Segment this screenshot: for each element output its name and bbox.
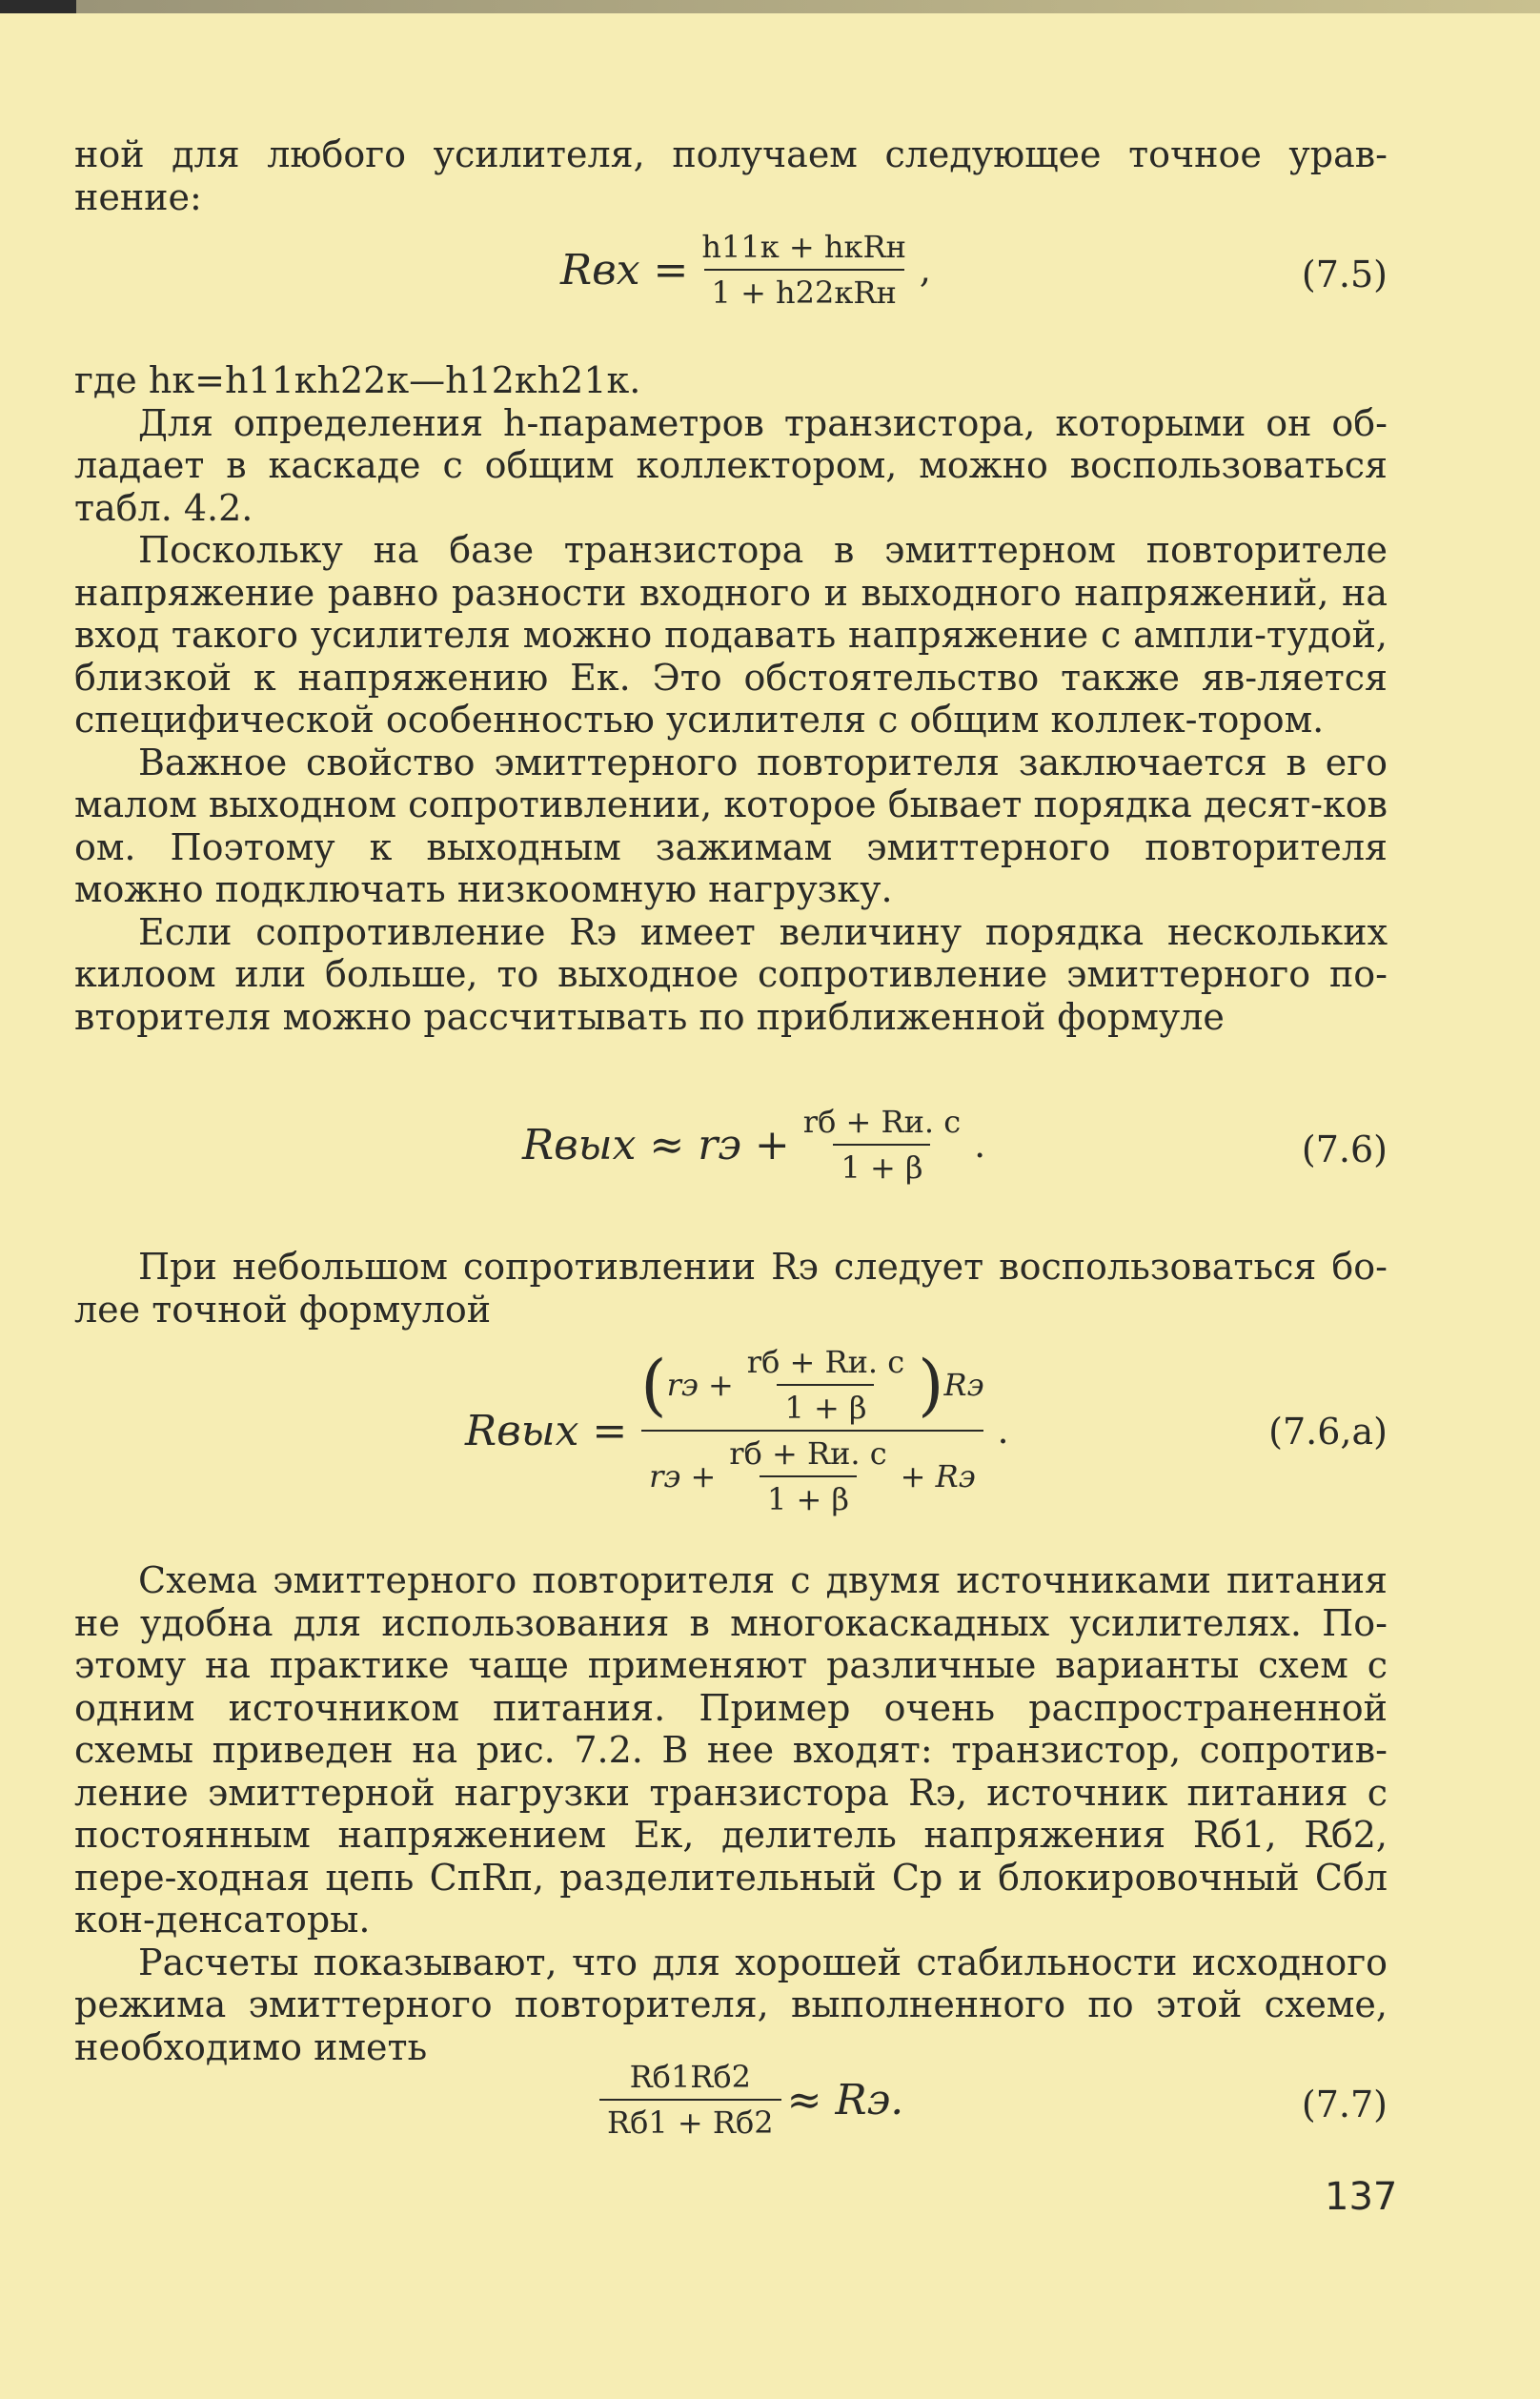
eq76-fraction [796, 1104, 968, 1186]
left-paren: ( [640, 1346, 667, 1424]
equation-7-5 [74, 229, 1388, 324]
paragraph-2: Для определения h-параметров транзистора, которыми он об-ладает в каскаде с общим коллектором, можно воспользоваться табл. 4.2. [74, 401, 1388, 529]
eq76a-top-den: 1 + β [777, 1384, 874, 1426]
eq76-tail: . [974, 1124, 986, 1166]
eq77-numerator: Rб1Rб2 [629, 2059, 752, 2095]
page-number: 137 [1325, 2175, 1398, 2219]
eq76a-label: (7.6,а) [1268, 1411, 1388, 1453]
equation-7-6a [74, 1344, 1388, 1535]
paragraph-7: Схема эмиттерного повторителя с двумя источниками питания не удобна для использования в многокаскадных усилителях. По-этому на практике чаще применяют различные варианты схем с одним источником питания. Пример очень распространенной схемы приведен на рис. 7.2. В нее входят: транзистор, сопротив-ление эмиттерной нагрузки транзистора Rэ, источник питания с постоянным напряжением Eк, делитель напряжения Rб1, Rб2, пере-ходная цепь CпRп, разделительный Cр и блокировочный Cбл кон-денсаторы. [74, 1559, 1388, 1941]
eq76a-top-fraction [740, 1344, 912, 1426]
eq76a-main-denominator [641, 1430, 983, 1517]
scan-top-edge [0, 0, 1540, 13]
eq75-lhs: Rвх = [560, 245, 689, 295]
eq76a-bot-post: + Rэ [900, 1458, 976, 1494]
eq76-numerator: rб + Rи. с [802, 1104, 962, 1140]
eq76a-lhs: Rвых = [465, 1406, 628, 1455]
eq76a-main-fraction [633, 1344, 991, 1517]
right-paren: ) [918, 1346, 944, 1424]
eq75-tail: , [919, 249, 932, 291]
eq76a-tail: . [997, 1410, 1009, 1452]
paragraph-intro [74, 133, 1388, 218]
eq76a-bot-num: rб + Rи. с [729, 1435, 887, 1472]
eq76a-main-numerator [633, 1344, 991, 1430]
eq75-numerator: h11к + hкRн [701, 229, 906, 265]
eq76a-bot-pre: rэ + [649, 1458, 717, 1494]
eq75-label: (7.5) [1301, 254, 1388, 295]
paragraph-5: Если сопротивление Rэ имеет величину порядка нескольких килоом или больше, то выходное сопротивление эмиттерного по-вторителя можно рассчитывать по приближенной формуле [74, 910, 1388, 1038]
eq76a-top-num: rб + Rи. с [746, 1344, 905, 1380]
equation-7-7 [74, 2059, 1388, 2154]
eq77-fraction [599, 2059, 781, 2141]
eq76a-top-pre: rэ + [666, 1367, 734, 1403]
eq75-denominator: 1 + h22кRн [704, 269, 904, 311]
paragraph-0: ной для любого усилителя, получаем следующее точное урав-нение: [74, 133, 1388, 218]
paragraph-3: Поскольку на базе транзистора в эмиттерном повторителе напряжение равно разности входного и выходного напряжений, на вход такого усилителя можно подавать напряжение с ампли-тудой, близкой к напряжению Eк. Это обстоятельство также яв-ляется специфической особенностью усилителя с общим коллек-тором. [74, 529, 1388, 741]
eq76-label: (7.6) [1301, 1128, 1388, 1170]
text-block-3 [74, 1559, 1388, 2068]
eq77-rhs: ≈ Rэ. [786, 2075, 904, 2125]
eq77-label: (7.7) [1301, 2084, 1388, 2125]
eq77-denominator: Rб1 + Rб2 [599, 2099, 781, 2141]
eq76-denominator: 1 + β [833, 1144, 930, 1186]
paragraph-6: При небольшом сопротивлении Rэ следует воспользоваться бо-лее точной формулой [74, 1246, 1388, 1331]
paragraph-8: Расчеты показывают, что для хорошей стабильности исходного режима эмиттерного повторителя, выполненного по этой схеме, необходимо иметь [74, 1941, 1388, 2068]
eq76-lhs: Rвых ≈ rэ + [522, 1120, 790, 1169]
text-block-1 [74, 359, 1388, 1038]
eq76a-bot-fraction [721, 1435, 894, 1517]
equation-7-6 [74, 1104, 1388, 1199]
paragraph-4: Важное свойство эмиттерного повторителя заключается в его малом выходном сопротивлении, которое бывает порядка десят-ков ом. Поэтому к выходным зажимам эмиттерного повторителя можно подключать низкоомную нагрузку. [74, 741, 1388, 910]
text-block-2 [74, 1246, 1388, 1331]
eq76a-bot-den: 1 + β [760, 1475, 857, 1517]
paragraph-1: где hк=h11кh22к—h12кh21к. [74, 359, 641, 401]
eq76a-top-post: Rэ [943, 1367, 984, 1403]
eq75-fraction [694, 229, 914, 311]
